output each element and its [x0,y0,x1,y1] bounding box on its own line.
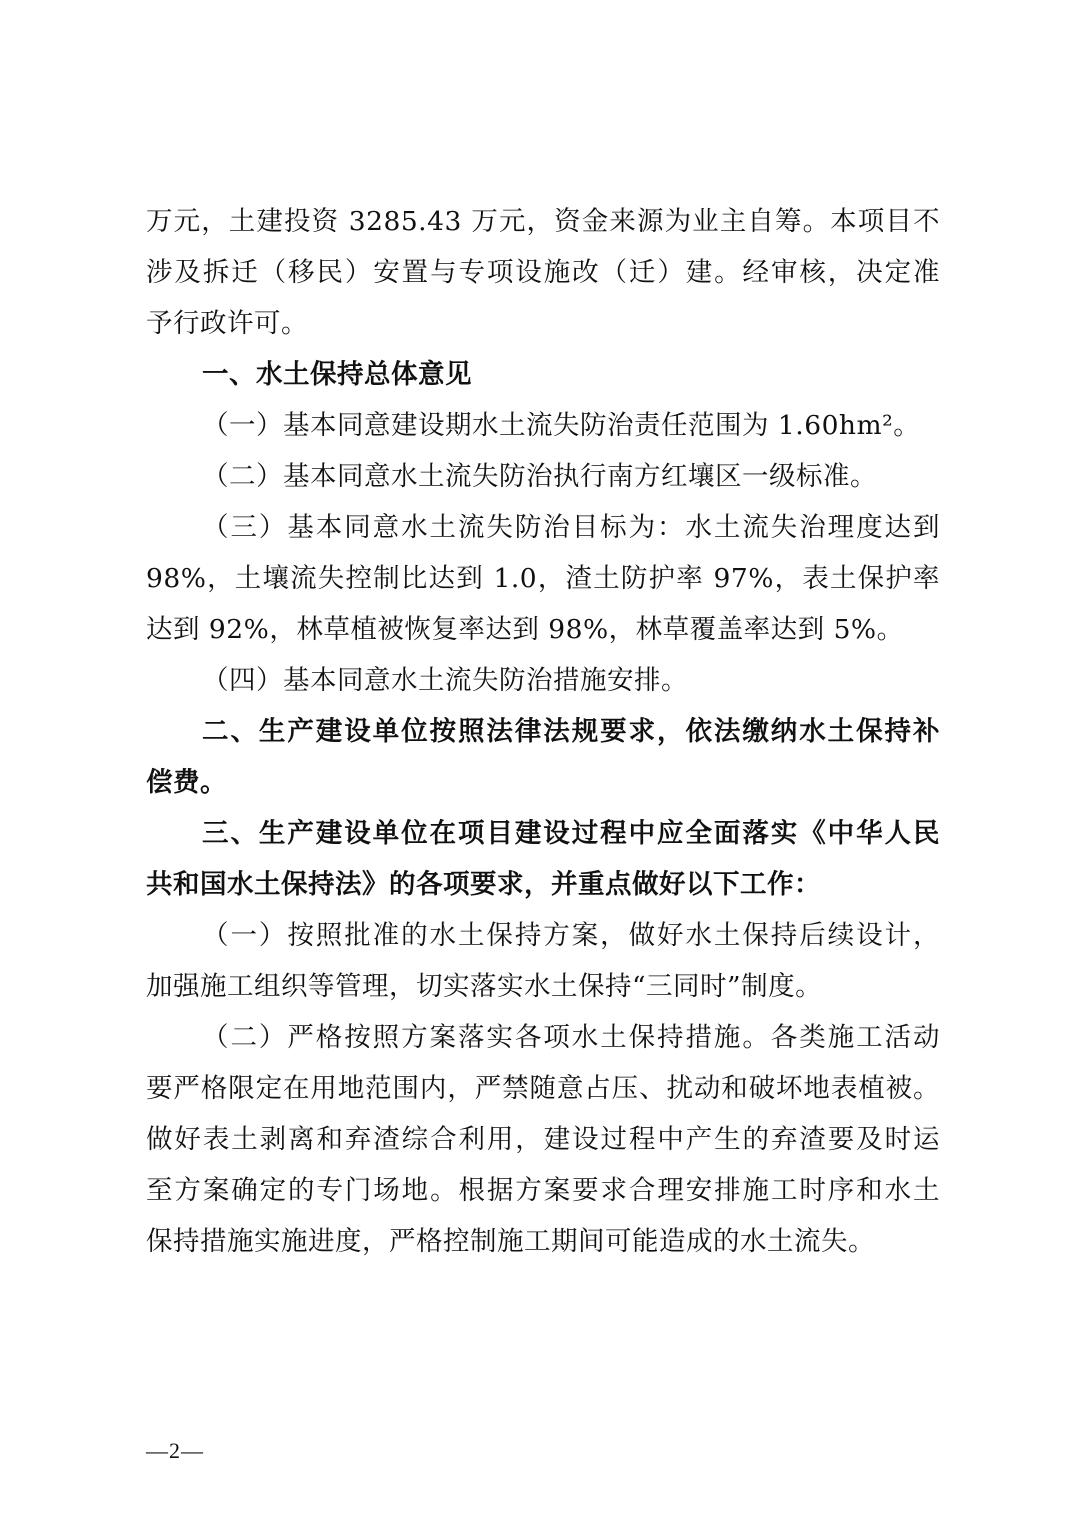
section-heading-3-continued: 共和国水土保持法》的各项要求，并重点做好以下工作： [146,869,821,900]
document-body [146,196,940,1267]
text-line: （一）按照批准的水土保持方案，做好水土保持后续设计， [202,920,940,951]
text-line: （二）严格按照方案落实各项水土保持措施。各类施工活动 [202,1022,940,1053]
section-heading-1: 一、水土保持总体意见 [202,359,472,390]
text-line: 至方案确定的专门场地。根据方案要求合理安排施工时序和水土 [146,1175,940,1206]
page-number: —2— [146,1438,204,1463]
text-line: （三）基本同意水土流失防治目标为：水土流失治理度达到 [202,512,940,543]
text-line: 予行政许可。 [146,308,308,339]
text-line: 做好表土剥离和弃渣综合利用，建设过程中产生的弃渣要及时运 [146,1124,940,1155]
text-line: （四）基本同意水土流失防治措施安排。 [202,665,688,696]
text-line: 达到 92%，林草植被恢复率达到 98%，林草覆盖率达到 5%。 [146,614,904,645]
text-line: 要严格限定在用地范围内，严禁随意占压、扰动和破坏地表植被。 [146,1073,940,1104]
text-line: （二）基本同意水土流失防治执行南方红壤区一级标准。 [202,461,877,492]
text-line: 98%，土壤流失控制比达到 1.0，渣土防护率 97%，表土保护率 [146,563,940,594]
text-line: 加强施工组织等管理，切实落实水土保持“三同时”制度。 [146,971,823,1002]
text-line: （一）基本同意建设期水土流失防治责任范围为 1.60hm²。 [202,410,921,441]
section-heading-3: 三、生产建设单位在项目建设过程中应全面落实《中华人民 [202,818,940,849]
text-line: 万元，土建投资 3285.43 万元，资金来源为业主自筹。本项目不 [146,206,940,237]
section-heading-2: 二、生产建设单位按照法律法规要求，依法缴纳水土保持补 [202,716,940,747]
text-line: 保持措施实施进度，严格控制施工期间可能造成的水土流失。 [146,1226,875,1257]
text-line: 涉及拆迁（移民）安置与专项设施改（迁）建。经审核，决定准 [146,257,940,288]
section-heading-2-continued: 偿费。 [146,767,227,798]
